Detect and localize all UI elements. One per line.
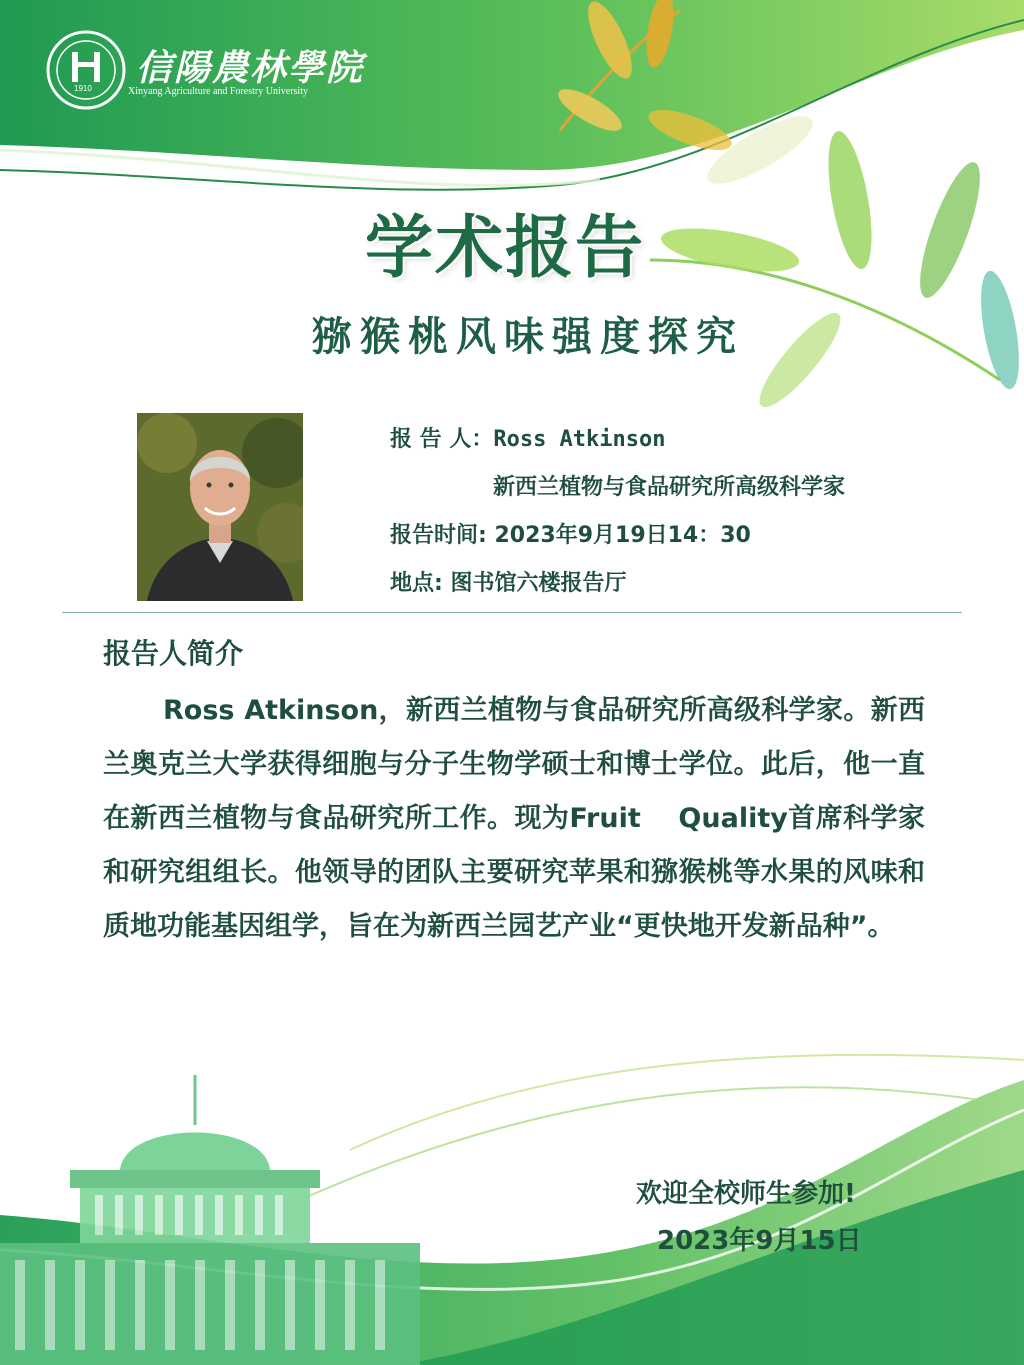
issue-date: 2023年9月15日 <box>657 1226 862 1256</box>
divider <box>62 612 962 613</box>
speaker-name: Ross Atkinson <box>493 427 666 452</box>
speaker-line <box>390 422 666 453</box>
place-label: 地点: <box>390 571 451 596</box>
bio-text: Ross Atkinson，新西兰植物与食品研究所高级科学家。新西兰奥克兰大学获得细胞与分子生物学硕士和博士学位。此后，他一直在新西兰植物与食品研究所工作。现为Fruit Quality首席科学家和研究组组长。他领导的团队主要研究苹果和猕猴桃等水果的风味和质地功能基因组学，旨在为新西兰园艺产业“更快地开发新品种”。 <box>103 695 925 942</box>
emblem-year: 1910 <box>74 84 92 93</box>
time-value: 2023年9月19日14：30 <box>494 523 751 548</box>
university-name-cn: 信陽農林學院 <box>136 47 365 89</box>
speaker-photo <box>137 413 303 601</box>
university-name-en: Xinyang Agriculture and Forestry University <box>128 86 308 97</box>
time-label: 报告时间: <box>390 523 495 548</box>
page-title: 学术报告 <box>364 209 645 288</box>
page-subtitle: 猕猴桃风味强度探究 <box>312 314 744 360</box>
speaker-portrait-icon <box>137 413 303 601</box>
speaker-title: 新西兰植物与食品研究所高级科学家 <box>493 475 846 500</box>
place-line <box>390 566 626 597</box>
time-line <box>390 518 751 549</box>
bio-heading: 报告人简介 <box>103 637 244 670</box>
place-value: 图书馆六楼报告厅 <box>450 571 627 596</box>
welcome-text: 欢迎全校师生参加! <box>636 1179 856 1209</box>
building-icon <box>0 1075 420 1365</box>
speaker-label: 报 告 人： <box>390 427 494 452</box>
